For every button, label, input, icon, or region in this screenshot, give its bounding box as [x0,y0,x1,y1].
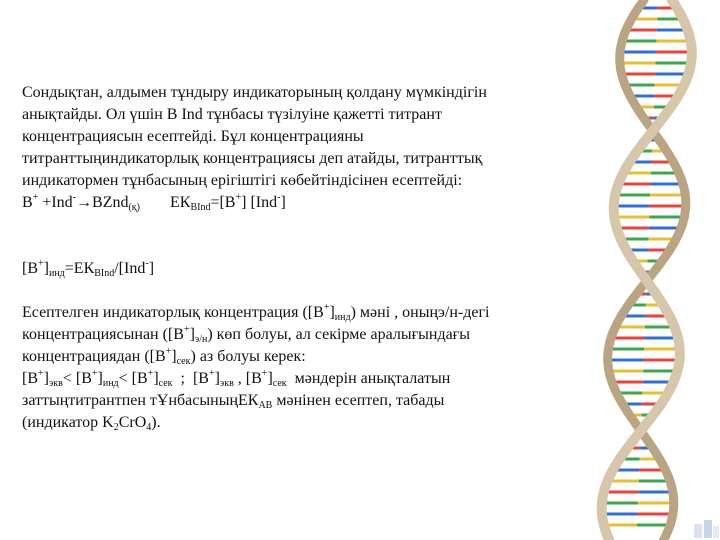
subscript: сек [176,356,191,367]
charge-plus: + [235,192,242,203]
text-line: индикатормен тұнбасының ерігіштігі көбейтіндісінен есептейді: [22,172,463,189]
charge-plus: + [32,192,39,203]
subscript: сек [158,378,173,389]
eq-ek: ЕК [170,194,191,211]
text-span: ). [151,414,161,431]
subscript: э/н [194,334,208,345]
equation-line [22,192,487,214]
charge-plus: + [147,368,154,379]
charge-plus: + [38,258,44,269]
charge-plus: + [208,368,215,379]
subscript: AB [258,400,273,411]
charge-plus: + [91,368,98,379]
formula-subscript: инд [48,268,65,279]
text-line [22,412,489,434]
charge-minus: - [72,192,77,203]
formula-part: ] [148,260,155,277]
formula-subscript: BInd [94,268,115,279]
text-span: , [B [233,370,262,387]
charge-plus: + [183,324,190,335]
eq-product: BZnd [92,194,129,211]
reaction-arrow: → [76,194,93,211]
eq-ek-right: =[B [210,194,236,211]
formula-part: /[Ind [114,260,146,277]
ek-subscript: BInd [190,202,211,213]
phase-subscript: (қ) [128,202,140,213]
text-line: анықтайды. Ол үшін B Ind тұнбасы түзілуіне қажетті титрант [22,106,442,123]
text-span: [B [22,370,38,387]
formula-part: =ЕК [64,260,95,277]
eq-ek-right: ] [Ind [241,194,278,211]
paragraph-conditions [22,302,489,434]
subscript: экв [219,378,234,389]
eq-b: B [22,194,33,211]
text-span: мәнінен есептеп, табады [272,392,445,409]
text-span: ) аз болуы керек: [190,348,306,365]
subscript: 2 [113,422,119,433]
text-span: мәндерін анықталатын [286,370,451,387]
text-line: концентрациядан $([B^+]_{сек})$ аз болуы керек: [22,346,306,367]
eq-ek-right: ] [280,194,286,211]
text-span: < [B [118,370,148,387]
text-span: ) мәні , оныңэ/н-дегі [350,304,490,321]
text-line: концентрациясынан $([B^+]_{э/н})$ көп болуы, ал секірме аралығындағы [22,324,470,345]
text-span: O [134,414,147,431]
subscript: инд [334,312,351,323]
paragraph-intro [22,82,487,214]
formula-part: [B [22,260,38,277]
formula-indicator-concentration: $[B^+]_{инд}=ЕК_{BInd}/[Ind^-]$ [22,258,155,279]
text-line: Есептелген индикаторлық концентрация $([B^+]_{инд})$ мәні , оныңэ/н-дегі [22,302,490,323]
dna-helix-illustration [580,0,720,540]
charge-plus: + [323,302,330,313]
text-span: Есептелген индикаторлық концентрация ([B [22,304,324,321]
charge-plus: + [38,368,44,379]
text-span: ) көп болуы, ал секірме аралығындағы [207,326,470,343]
charge-plus: + [165,346,172,357]
charge-plus: + [261,368,268,379]
text-line: титранттыңиндикаторлық концентрациясы деп атайды, титранттық [22,150,483,167]
subscript: инд [102,378,119,389]
text-line: концентрациясын есептейді. Бұл концентрацияны [22,128,364,145]
subscript: 4 [146,422,152,433]
text-line: Сондықтан, алдымен тұндыру индикаторының қолдану мүмкіндігін [22,84,487,101]
text-line: $[B^+]_{экв}< [B^+]_{инд}< [B^+]_{сек}$ ; $[B^+]_{экв}$ , $[B^+]_{сек}$ мәндерін анықталатын [22,368,451,389]
corner-decoration [680,512,720,540]
charge-minus: - [277,192,281,203]
text-span: ; [B [172,370,209,387]
text-span: Cr [118,414,135,431]
text-span: (индикатор K [22,414,114,431]
text-span: концентрациясынан ([B [22,326,184,343]
text-span: < [B [62,370,92,387]
text-span: концентрациядан ([B [22,348,166,365]
text-span: заттыңтитрантпен тҰнбасыныңЕК [22,392,259,409]
subscript: экв [48,378,63,389]
subscript: сек [272,378,287,389]
eq-ind: +Ind [38,194,73,211]
charge-minus: - [145,258,149,269]
text-line [22,390,489,412]
